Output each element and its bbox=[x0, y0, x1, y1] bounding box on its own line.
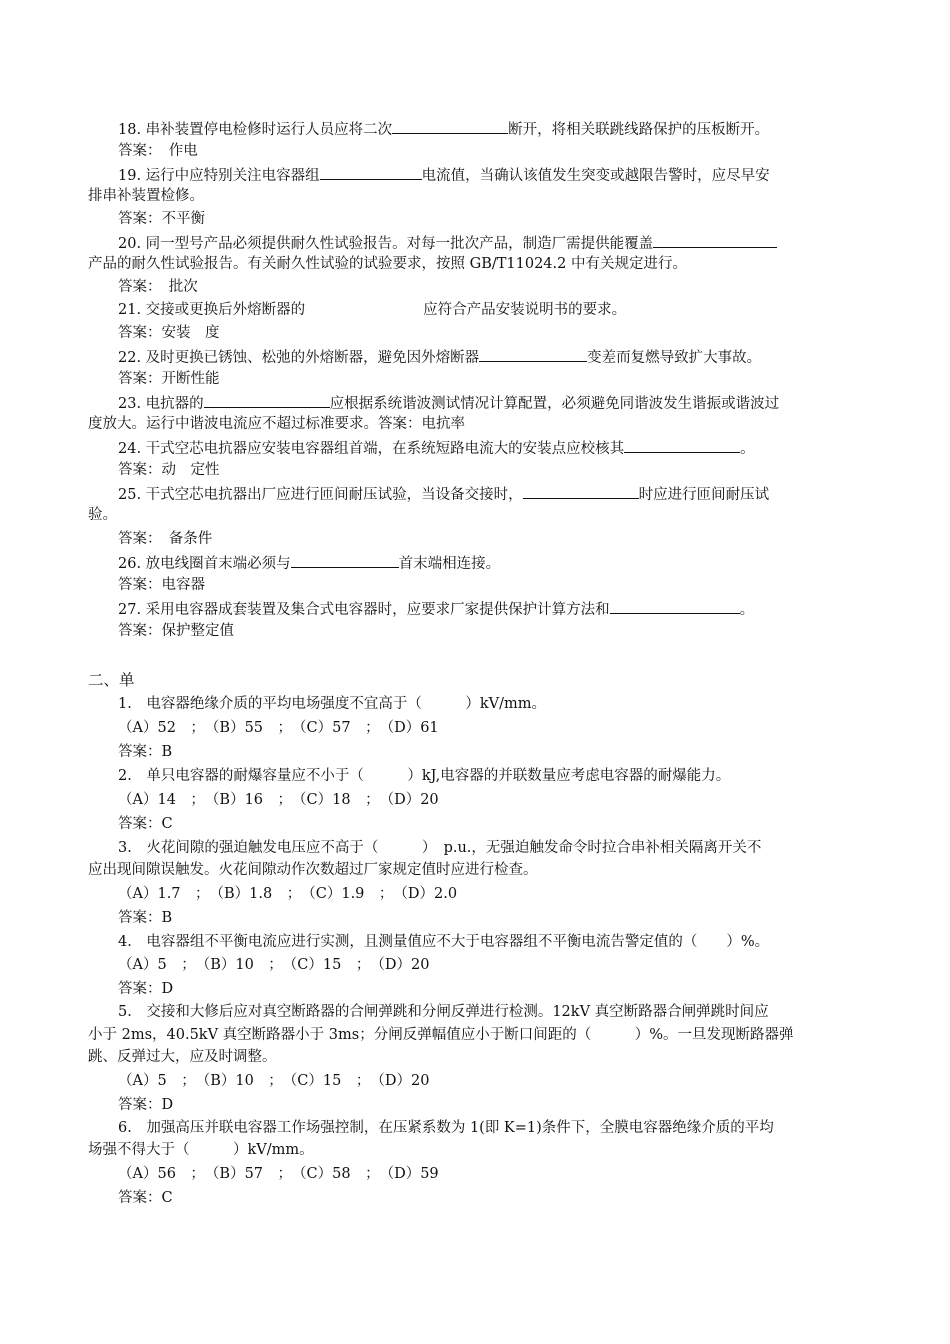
q22-line: 22. 及时更换已锈蚀、松弛的外熔断器，避免因外熔断器 变差而复燃导致扩大事故。 bbox=[118, 346, 761, 368]
q19-line: 19. 运行中应特别关注电容器组 电流值，当确认该值发生突变或越限告警时，应尽早安 bbox=[118, 164, 770, 186]
s1-answer: 答案：B bbox=[118, 744, 173, 760]
s4-options: （A）5 ； （B）10 ； （C）15 ； （D）20 bbox=[118, 957, 430, 973]
q21-answer: 答案：安装 度 bbox=[118, 325, 220, 341]
blank-line bbox=[653, 232, 777, 248]
s5-answer: 答案：D bbox=[118, 1097, 174, 1113]
blank-line bbox=[291, 552, 399, 568]
q26-answer: 答案：电容器 bbox=[118, 577, 205, 593]
s2-options: （A）14 ； （B）16 ； （C）18 ； （D）20 bbox=[118, 792, 439, 808]
s6-options: （A）56 ； （B）57 ； （C）58 ； （D）59 bbox=[118, 1166, 439, 1182]
s4-answer: 答案：D bbox=[118, 981, 174, 997]
q20-answer: 答案： 批次 bbox=[118, 279, 198, 295]
q25-line: 25. 干式空芯电抗器出厂应进行匝间耐压试验，当设备交接时， 时应进行匝间耐压试 bbox=[118, 483, 769, 505]
blank-line bbox=[204, 392, 330, 408]
q23-line: 23. 电抗器的 应根据系统谐波测试情况计算配置，必须避免同谐波发生谐振或谐波过 bbox=[118, 392, 779, 414]
q27-line: 27. 采用电容器成套装置及集合式电容器时，应要求厂家提供保护计算方法和 。 bbox=[118, 598, 754, 620]
q25-line-2: 验。 bbox=[88, 507, 117, 523]
blank-line bbox=[610, 598, 740, 614]
s5-options: （A）5 ； （B）10 ； （C）15 ； （D）20 bbox=[118, 1073, 430, 1089]
q21-line: 21. 交接或更换后外熔断器的 应符合产品安装说明书的要求。 bbox=[118, 302, 627, 318]
s5-question: 5. 交接和大修后应对真空断路器的合闸弹跳和分闸反弹进行检测。12kV 真空断路器合闸弹跳时间应 bbox=[118, 1004, 769, 1020]
s6-question: 6. 加强高压并联电容器工作场强控制，在压紧系数为 1(即 K=1)条件下，全膜电容器绝缘介质的平均 bbox=[118, 1120, 774, 1136]
q18-answer: 答案： 作电 bbox=[118, 143, 198, 159]
s1-options: （A）52 ； （B）55 ； （C）57 ； （D）61 bbox=[118, 720, 439, 736]
s2-answer: 答案：C bbox=[118, 816, 173, 832]
s5-question-2: 小于 2ms，40.5kV 真空断路器小于 3ms；分闸反弹幅值应小于断口间距的（ ）%。一旦发现断路器弹 bbox=[88, 1027, 794, 1043]
s3-question: 3. 火花间隙的强迫触发电压应不高于（ ） p.u.，无强迫触发命令时拉合串补相关隔离开关不 bbox=[118, 840, 762, 856]
q27-answer: 答案：保护整定值 bbox=[118, 623, 234, 639]
q26-line: 26. 放电线圈首末端必须与 首末端相连接。 bbox=[118, 552, 500, 574]
s1-question: 1. 电容器绝缘介质的平均电场强度不宜高于（ ）kV/mm。 bbox=[118, 696, 546, 712]
section-title: 二、单 bbox=[88, 671, 135, 689]
q19-line-2: 排串补装置检修。 bbox=[88, 188, 204, 204]
s4-question: 4. 电容器组不平衡电流应进行实测，且测量值应不大于电容器组不平衡电流告警定值的（ ）%。 bbox=[118, 934, 770, 950]
q25-answer: 答案： 备条件 bbox=[118, 531, 213, 547]
blank-line bbox=[320, 164, 422, 180]
blank-line bbox=[523, 483, 639, 499]
s3-options: （A）1.7 ； （B）1.8 ； （C）1.9 ； （D）2.0 bbox=[118, 886, 458, 902]
blank-line bbox=[624, 437, 740, 453]
s6-answer: 答案：C bbox=[118, 1190, 173, 1206]
q22-answer: 答案：开断性能 bbox=[118, 371, 220, 387]
q18-line: 18. 串补装置停电检修时运行人员应将二次 断开，将相关联跳线路保护的压板断开。 bbox=[118, 118, 769, 140]
s5-question-3: 跳、反弹过大，应及时调整。 bbox=[88, 1049, 277, 1065]
s3-answer: 答案：B bbox=[118, 910, 173, 926]
q23-line-2: 度放大。运行中谐波电流应不超过标准要求。答案：电抗率 bbox=[88, 416, 465, 432]
q24-answer: 答案：动 定性 bbox=[118, 462, 220, 478]
q19-answer: 答案：不平衡 bbox=[118, 211, 205, 227]
q20-line: 20. 同一型号产品必须提供耐久性试验报告。对每一批次产品，制造厂需提供能覆盖 bbox=[118, 232, 777, 254]
blank-line bbox=[392, 118, 508, 134]
s2-question: 2. 单只电容器的耐爆容量应不小于（ ）kJ,电容器的并联数量应考虑电容器的耐爆能力。 bbox=[118, 768, 731, 784]
blank-line bbox=[479, 346, 587, 362]
s6-question-2: 场强不得大于（ ）kV/mm。 bbox=[88, 1142, 314, 1158]
s3-question-2: 应出现间隙误触发。火花间隙动作次数超过厂家规定值时应进行检查。 bbox=[88, 862, 538, 878]
q20-line-2: 产品的耐久性试验报告。有关耐久性试验的试验要求，按照 GB/T11024.2 中有关规定进行。 bbox=[88, 256, 687, 272]
q24-line: 24. 干式空芯电抗器应安装电容器组首端，在系统短路电流大的安装点应校核其 。 bbox=[118, 437, 755, 459]
